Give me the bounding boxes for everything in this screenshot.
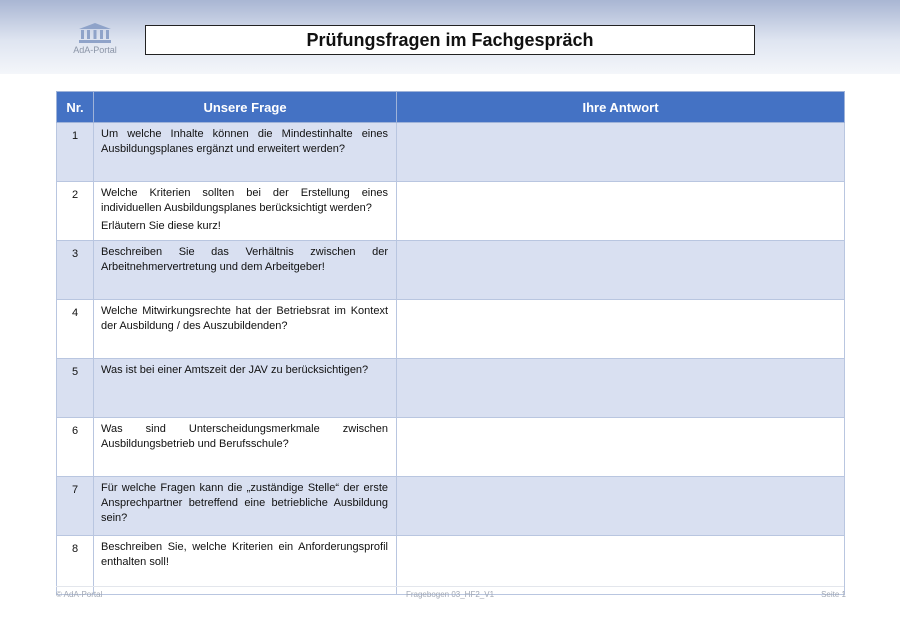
table-row	[57, 241, 845, 300]
column-header-answer: Ihre Antwort	[397, 92, 845, 123]
question-cell: Beschreiben Sie das Verhältnis zwischen der Arbeitnehmervertretung und dem Arbeitgeber!	[94, 241, 397, 300]
question-cell: Was sind Unterscheidungsmerkmale zwischen Ausbildungsbetrieb und Berufsschule?	[94, 418, 397, 477]
row-number: 3	[57, 241, 94, 300]
answer-cell[interactable]	[397, 241, 845, 300]
row-number: 1	[57, 123, 94, 182]
logo-text: AdA-Portal	[73, 45, 117, 55]
row-number: 6	[57, 418, 94, 477]
column-header-nr: Nr.	[57, 92, 94, 123]
table-row	[57, 182, 845, 241]
portal-building-icon	[77, 22, 113, 44]
question-table	[56, 91, 845, 595]
footer-copyright: © AdA-Portal	[56, 590, 103, 599]
table-row	[57, 123, 845, 182]
answer-cell[interactable]	[397, 123, 845, 182]
footer-doc-id: Fragebogen 03_HF2_V1	[405, 590, 495, 599]
question-cell: Was ist bei einer Amtszeit der JAV zu berücksichtigen?	[94, 359, 397, 418]
table-row	[57, 418, 845, 477]
row-number: 5	[57, 359, 94, 418]
answer-cell[interactable]	[397, 182, 845, 241]
question-cell: Welche Mitwirkungsrechte hat der Betriebsrat im Kontext der Ausbildung / des Auszubildenden?	[94, 300, 397, 359]
answer-cell[interactable]	[397, 477, 845, 536]
table-row	[57, 477, 845, 536]
table-row	[57, 359, 845, 418]
row-number: 8	[57, 536, 94, 595]
question-cell: Um welche Inhalte können die Mindestinhalte eines Ausbildungsplanes ergänzt und erweitert werden?	[94, 123, 397, 182]
question-cell	[94, 182, 397, 241]
page-title: Prüfungsfragen im Fachgespräch	[145, 25, 755, 55]
column-header-question: Unsere Frage	[94, 92, 397, 123]
footer-page-number: Seite 1	[821, 590, 846, 599]
question-cell: Für welche Fragen kann die „zuständige Stelle“ der erste Ansprechpartner betreffend eine betriebliche Ausbildung sein?	[94, 477, 397, 536]
table-header-row	[57, 92, 845, 123]
row-number: 4	[57, 300, 94, 359]
logo	[64, 22, 126, 62]
question-subtext: Erläutern Sie diese kurz!	[101, 220, 221, 232]
question-text: Welche Kriterien sollten bei der Erstellung eines individuellen Ausbildungsplanes berücksichtigt werden?	[101, 187, 388, 214]
row-number: 7	[57, 477, 94, 536]
answer-cell[interactable]	[397, 418, 845, 477]
answer-cell[interactable]	[397, 359, 845, 418]
table-row	[57, 300, 845, 359]
row-number: 2	[57, 182, 94, 241]
answer-cell[interactable]	[397, 300, 845, 359]
footer-divider	[56, 586, 844, 587]
question-cell: Beschreiben Sie, welche Kriterien ein Anforderungsprofil enthalten soll!	[94, 536, 397, 595]
